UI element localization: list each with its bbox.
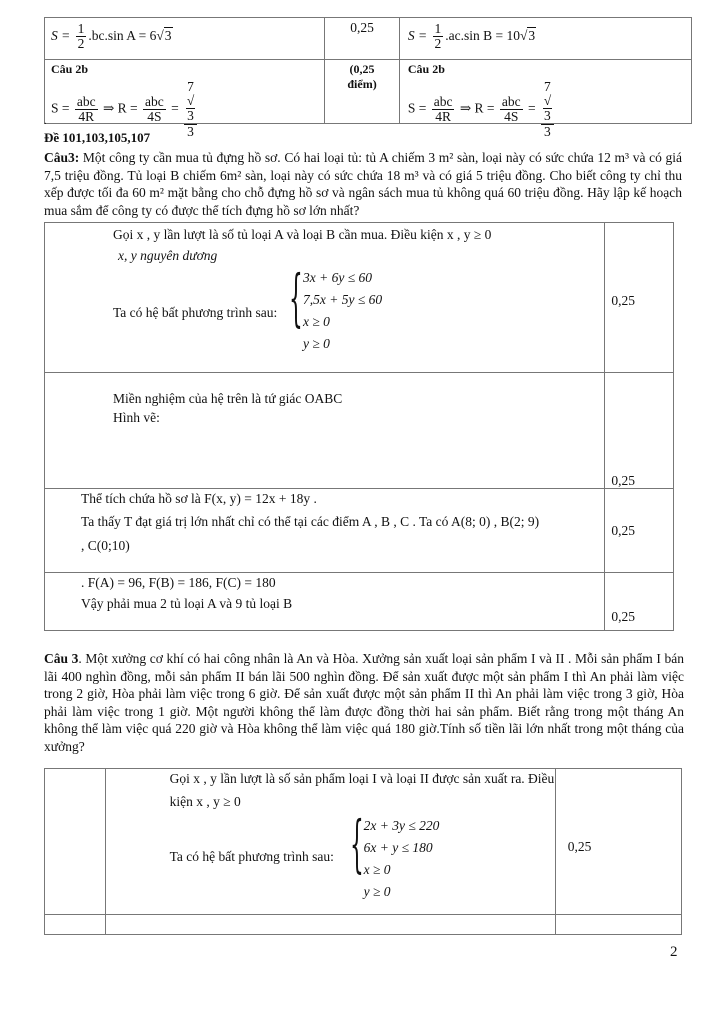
formula-text: = xyxy=(171,100,179,116)
question-title: Câu 2b xyxy=(51,62,89,76)
cell-conclusion xyxy=(45,573,605,631)
formula-text: .bc.sin A = 6 xyxy=(88,27,157,43)
sqrt-value: 3 xyxy=(528,27,536,43)
answer-line: Vậy phải mua 2 tủ loại A và 9 tủ loại B xyxy=(81,596,293,611)
inequality-system xyxy=(364,815,440,903)
fraction-num: 7 xyxy=(187,79,194,94)
formula-text: S = xyxy=(51,100,70,116)
fraction-den: 3 xyxy=(544,123,551,139)
score-text: (0,25 xyxy=(349,62,375,76)
inequality: x ≥ 0 xyxy=(363,862,391,877)
score-text: 0,25 xyxy=(350,20,374,35)
cell-empty xyxy=(555,915,681,935)
formula-text: S = xyxy=(51,27,71,43)
sqrt-icon: √ xyxy=(186,93,195,109)
cell-area-formula-left xyxy=(45,18,325,60)
score-text: 0,25 xyxy=(611,473,635,488)
sqrt-value: 3 xyxy=(544,108,551,124)
sqrt-value: 3 xyxy=(187,108,194,124)
answer-line: , C(0;10) xyxy=(81,538,130,553)
cell-score xyxy=(605,489,674,573)
section-heading: Đề 101,103,105,107 xyxy=(44,130,151,145)
fraction xyxy=(76,22,87,51)
fraction-num: 7 xyxy=(544,79,551,94)
cell-objective xyxy=(45,489,605,573)
fraction-den: 4R xyxy=(435,108,451,124)
answer-line: kiện x , y ≥ 0 xyxy=(169,794,241,809)
inequality: 3x + 6y ≤ 60 xyxy=(303,270,373,285)
cell-empty xyxy=(45,915,106,935)
fraction-den: 3 xyxy=(187,123,194,139)
fraction-den: 2 xyxy=(434,36,442,52)
fraction-den: 4S xyxy=(147,108,162,124)
brace-icon: { xyxy=(289,261,303,334)
formula-text: .ac.sin B = 10 xyxy=(445,27,520,43)
cell-score xyxy=(325,60,400,124)
page-number: 2 xyxy=(670,944,678,960)
answer-line: Gọi x , y lần lượt là số tủ loại A và loại B cần mua. Điều kiện x , y ≥ 0 xyxy=(113,227,492,242)
system-label: Ta có hệ bất phương trình sau: xyxy=(169,849,334,864)
question-label: Câu3: xyxy=(44,150,80,165)
sqrt-icon: √ xyxy=(543,93,552,109)
fraction-num: abc xyxy=(501,93,521,109)
formula-text: = xyxy=(528,100,536,116)
cell-score xyxy=(605,573,674,631)
score-text: 0,25 xyxy=(611,609,635,624)
question-label: Câu 3 xyxy=(44,651,79,666)
score-text: 0,25 xyxy=(567,839,592,854)
answer-table-company xyxy=(44,222,674,631)
question-text: . Một xưởng cơ khí có hai công nhân là An và Hòa. Xưởng sản xuất loại sản phẩm I và II . Mỗi sản phẩm I bán lãi 400 nghìn đồng, mỗi sản phẩm II bán lãi 500 nghìn đồng. Để sản xuất được một sản phẩm I thì An phải làm việc trong 2 giờ, Hòa phải làm việc trong 6 giờ. Để sản xuất được một sản phẩm II thì An phải làm việc trong 3 giờ, Hòa phải làm việc trong 1 giờ. Một người không thể làm được đồng thời hai sản phẩm. Biết rằng trong một tháng An không thể làm việc quá 220 giờ và Hòa không thể làm việc quá 180 giờ.Tính số tiền lãi lớn nhất trong một tháng của xưởng? xyxy=(44,651,684,754)
inequality: 7,5x + 5y ≤ 60 xyxy=(303,292,383,307)
cell-system-setup xyxy=(45,223,605,373)
cell-score xyxy=(605,223,674,373)
fraction-num: 1 xyxy=(77,21,85,36)
question-3-workshop xyxy=(44,650,684,755)
answer-line: . F(A) = 96, F(B) = 186, F(C) = 180 xyxy=(81,575,276,590)
cell-area-formula-right xyxy=(399,18,691,60)
cell-cau2b-right xyxy=(399,60,691,139)
question-title: Câu 2b xyxy=(407,62,445,76)
score-text: 0,25 xyxy=(611,523,635,538)
dot-mark: . xyxy=(44,116,47,127)
inequality-system xyxy=(303,267,382,355)
inequality: x ≥ 0 xyxy=(303,314,330,329)
fraction-num: abc xyxy=(145,93,164,109)
answer-line: Miền nghiệm của hệ trên là tứ giác OABC xyxy=(113,391,343,406)
fraction-num: abc xyxy=(433,93,453,109)
question-3-company xyxy=(44,149,682,219)
brace-icon: { xyxy=(349,807,364,880)
cell-empty xyxy=(105,915,555,935)
cell-score xyxy=(325,18,400,60)
fraction-num: 1 xyxy=(434,21,442,36)
fraction-den: 4S xyxy=(504,108,519,124)
fraction-num: abc xyxy=(76,93,96,109)
cell-feasible-region xyxy=(45,373,605,489)
answer-line: Gọi x , y lần lượt là số sản phẩm loại I và loại II được sản xuất ra. Điều xyxy=(169,771,555,786)
fraction-den: 4R xyxy=(78,108,95,124)
fraction-den: 2 xyxy=(77,36,85,52)
inequality: y ≥ 0 xyxy=(363,884,391,899)
sqrt-value: 3 xyxy=(164,27,172,43)
formula-text: ⇒ R = xyxy=(102,100,138,116)
cell-score xyxy=(555,769,681,915)
sqrt-icon: √ xyxy=(519,27,528,43)
inequality: y ≥ 0 xyxy=(303,336,330,351)
score-text: 0,25 xyxy=(611,293,635,308)
sqrt-icon: √ xyxy=(156,27,164,43)
score-text: điểm) xyxy=(347,77,377,91)
cell-empty xyxy=(45,769,106,915)
cell-system-setup xyxy=(105,769,555,915)
answer-line: Hình vẽ: xyxy=(113,410,160,425)
formula-text: ⇒ R = xyxy=(459,100,495,116)
system-label: Ta có hệ bất phương trình sau: xyxy=(113,305,278,320)
fraction xyxy=(433,22,444,51)
formula-text: S = xyxy=(407,27,428,43)
answer-line: x, y nguyên dương xyxy=(118,248,218,263)
answer-line: Ta thấy T đạt giá trị lớn nhất chỉ có thể tại các điểm A , B , C . Ta có A(8; 0) , B(2; 9) xyxy=(81,514,540,529)
inequality: 6x + y ≤ 180 xyxy=(363,840,433,855)
cell-score xyxy=(605,373,674,489)
question-text: Một công ty cần mua tủ đựng hồ sơ. Có hai loại tủ: tủ A chiếm 3 m² sàn, loại này có sức chứa 12 m³ và có giá 7,5 triệu đồng. Tủ loại B chiếm 6m² sàn, loại này có sức chứa 18 m³ và có giá 5 triệu đồng. Cho biết công ty chỉ thu xếp được tối đa 60 m² mặt bằng cho chỗ đựng hồ sơ và ngân sách mua tủ không quá 60 triệu đồng. Hãy lập kế hoạch mua sắm để công ty có được thể tích đựng hồ sơ lớn nhất? xyxy=(44,150,682,218)
inequality: 2x + 3y ≤ 220 xyxy=(363,818,440,833)
answer-line: Thể tích chứa hồ sơ là F(x, y) = 12x + 18y . xyxy=(81,491,317,506)
answer-table-workshop xyxy=(44,768,682,935)
formula-text: S = xyxy=(407,100,427,116)
